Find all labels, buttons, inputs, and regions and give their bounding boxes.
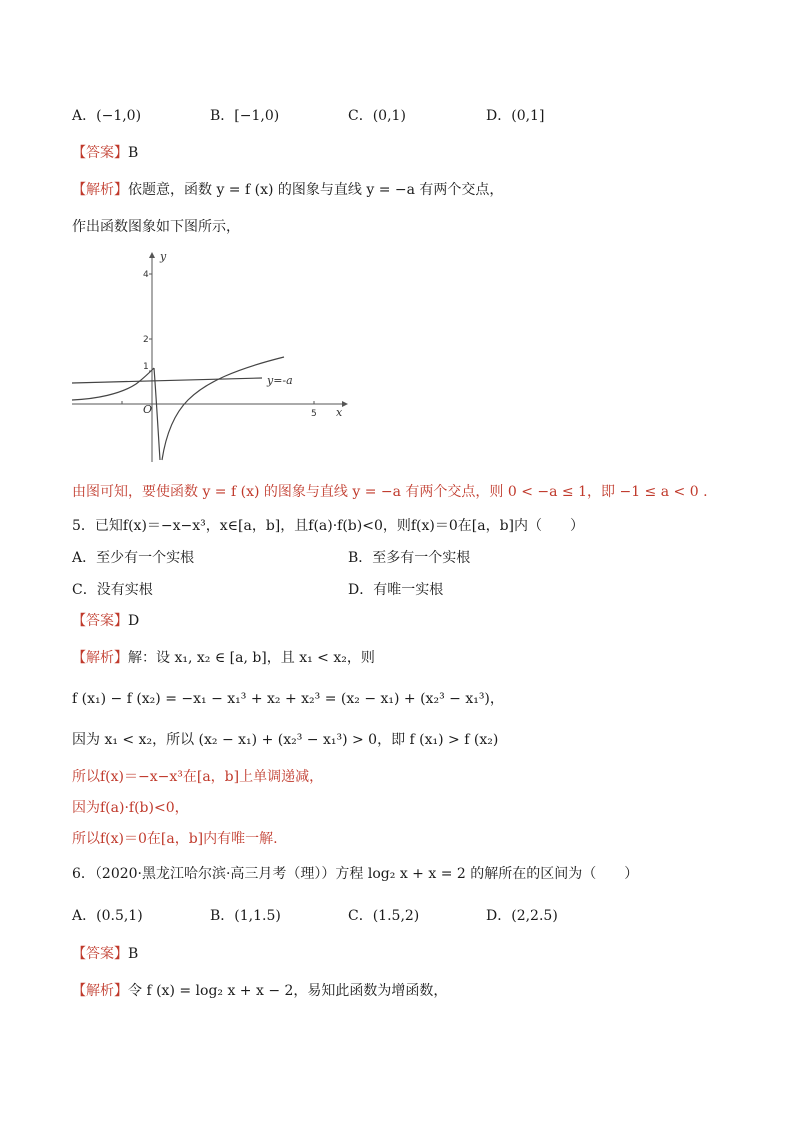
y-axis-label: y [160, 250, 167, 263]
q5-analysis-line-4: 所以f(x)＝−x−x³在[a，b]上单调递减， [72, 769, 324, 785]
analysis-tag: 【解析】 [72, 650, 128, 666]
option-value: (0,1] [511, 108, 545, 124]
analysis-text: 令 f (x) = log₂ x + x − 2，易知此函数为增函数， [128, 983, 448, 999]
option-letter: D． [348, 582, 374, 598]
y-tick-label-2: 2 [143, 335, 149, 345]
q5-analysis-line-1 [72, 648, 375, 668]
analysis-text: 依题意，函数 y = f (x) 的图象与直线 y = −a 有两个交点， [128, 182, 504, 198]
option-letter: C． [348, 108, 373, 124]
option-letter: B． [348, 550, 373, 566]
answer-value: D [128, 613, 140, 629]
line-label: y=-a [267, 374, 293, 387]
curve-middle-segment [154, 368, 160, 460]
option-letter: B． [210, 908, 235, 924]
q6-option-c [348, 906, 419, 926]
option-letter: C． [348, 908, 373, 924]
q5-analysis-line-2: f (x₁) − f (x₂) = −x₁ − x₁³ + x₂ + x₂³ = (x₂ − x₁) + (x₂³ − x₁³)， [72, 691, 504, 707]
answer-tag: 【答案】 [72, 145, 128, 161]
option-value: (−1,0) [96, 108, 142, 124]
analysis-tag: 【解析】 [72, 983, 128, 999]
option-letter: A． [72, 108, 97, 124]
option-text: 没有实根 [96, 582, 153, 598]
origin-label: O [143, 403, 153, 416]
q4-option-d [486, 106, 544, 126]
q6-option-a [72, 906, 143, 926]
q4-analysis-line-1 [72, 180, 503, 200]
analysis-tag: 【解析】 [72, 182, 128, 198]
option-text: 有唯一实根 [373, 582, 444, 598]
option-letter: D． [486, 908, 512, 924]
option-value: (0.5,1) [96, 908, 143, 924]
answer-value: B [128, 145, 139, 161]
answer-tag: 【答案】 [72, 946, 128, 962]
q6-option-b [210, 906, 281, 926]
q4-option-a [72, 106, 141, 126]
function-graph [66, 244, 352, 466]
q5-option-a [72, 548, 194, 568]
x-axis-arrow [342, 401, 348, 407]
option-letter: A． [72, 908, 97, 924]
y-axis-arrow [149, 252, 155, 258]
q5-analysis-line-3: 因为 x₁ < x₂，所以 (x₂ − x₁) + (x₂³ − x₁³) > 0，即 f (x₁) > f (x₂) [72, 732, 499, 748]
line-y-neg-a [72, 378, 262, 383]
q4-analysis-line-2: 作出函数图象如下图所示， [72, 219, 240, 235]
x-axis-label: x [336, 406, 343, 419]
option-letter: A． [72, 550, 97, 566]
q4-option-c [348, 106, 406, 126]
y-tick-label-1: 1 [143, 362, 149, 372]
q6-stem: 6．（2020·黑龙江哈尔滨·高三月考（理））方程 log₂ x + x = 2 的解所在的区间为（ ） [72, 866, 639, 882]
option-text: 至少有一个实根 [96, 550, 195, 566]
answer-tag: 【答案】 [72, 613, 128, 629]
option-letter: B． [210, 108, 235, 124]
option-letter: C． [72, 582, 97, 598]
option-value: (1.5,2) [372, 908, 420, 924]
option-letter: D． [486, 108, 512, 124]
q6-answer [72, 944, 138, 964]
option-value: (2,2.5) [511, 908, 558, 924]
analysis-text: 解：设 x₁, x₂ ∈ [a, b]，且 x₁ < x₂，则 [128, 650, 375, 666]
option-value: (1,1.5) [234, 908, 281, 924]
q5-answer [72, 611, 139, 631]
q4-option-b [210, 106, 279, 126]
q5-analysis-line-6: 所以f(x)＝0在[a，b]内有唯一解. [72, 831, 278, 847]
q5-option-d [348, 580, 443, 600]
q5-option-b [348, 548, 470, 568]
q6-analysis-line-1 [72, 981, 447, 1001]
q5-analysis-line-5: 因为f(a)·f(b)<0， [72, 800, 189, 816]
y-tick-label-4: 4 [143, 270, 149, 280]
answer-value: B [128, 946, 139, 962]
option-value: [−1,0) [234, 108, 280, 124]
option-value: (0,1) [372, 108, 406, 124]
curve-left-branch [72, 368, 154, 400]
q5-option-c [72, 580, 153, 600]
curve-right-branch [162, 357, 284, 460]
x-tick-label-5: 5 [311, 409, 317, 419]
option-text: 至多有一个实根 [372, 550, 471, 566]
q5-stem: 5．已知f(x)＝−x−x³，x∈[a，b]，且f(a)·f(b)<0，则f(x)＝0在[a，b]内（ ） [72, 518, 585, 534]
q6-option-d [486, 906, 558, 926]
q4-answer [72, 143, 138, 163]
q4-analysis-line-3: 由图可知，要使函数 y = f (x) 的图象与直线 y = −a 有两个交点，则 0 < −a ≤ 1，即 −1 ≤ a < 0 . [72, 484, 708, 500]
